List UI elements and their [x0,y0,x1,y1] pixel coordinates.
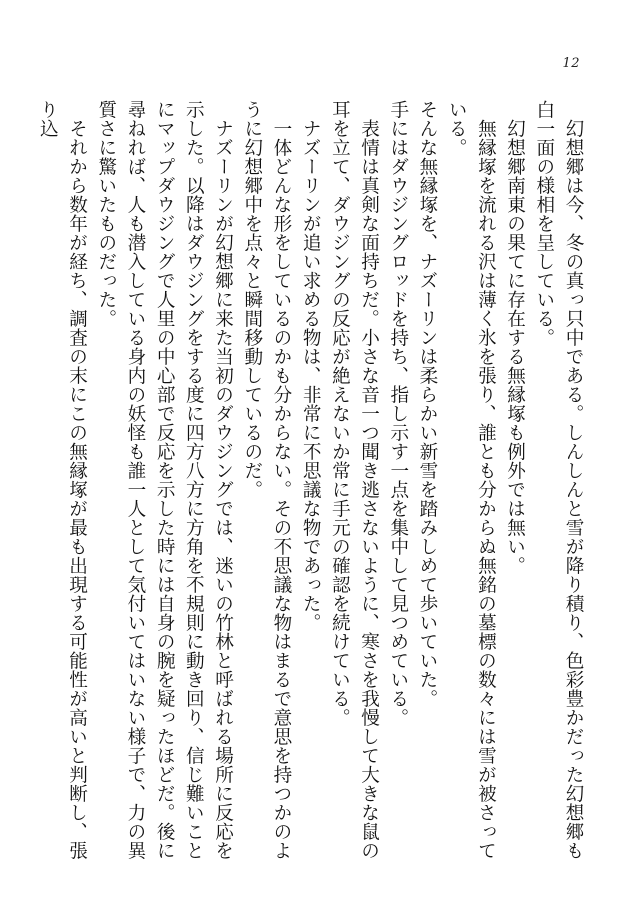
paragraph-7: ナズーリンが追い求める物は、非常に不思議な物であった。 [300,118,322,632]
paragraph-5: 手にはダウジングロッドを持ち、指し示す一点を集中して見つめている。 [387,100,409,727]
paragraph-6: 表情は真剣な面持ちだ。小さな音一つ聞き逃さないように、寒さを我慢して大きな鼠の耳を立て、ダウジングの反応が絶えないか常に手元の確認を続けている。 [329,100,380,860]
paragraph-1: 幻想郷は今、冬の真っ只中である。しんしんと雪が降り積り、色彩豊かだった幻想郷も白一面の様相を呈している。 [533,100,584,860]
paragraph-2: 幻想郷南東の果てに存在する無縁塚も例外では無い。 [504,118,526,575]
paragraph-10: それから数年が経ち、調査の末にこの無縁塚が最も出現する可能性が高いと判断し、張り込 [37,100,88,860]
vertical-text-block [28,100,588,860]
paragraph-3: 無縁塚を流れる沢は薄く氷を張り、誰とも分からぬ無銘の墓標の数々には雪が被さっている。 [446,100,497,860]
page-number: 12 [562,56,580,71]
paragraph-8: 一体どんな形をしているのかも分からない。その不思議な物はまるで意思を持つかのように幻想郷中を点々と瞬間移動しているのだ。 [241,100,292,860]
paragraph-4: そんな無縁塚を、ナズーリンは柔らかい新雪を踏みしめて歩いていた。 [416,100,438,708]
paragraph-9: ナズーリンが幻想郷に来た当初のダウジングでは、迷いの竹林と呼ばれる場所に反応を示した。以降はダウジングをする度に四方八方に方角を不規則に動き回り、信じ難いことにマップダウジングで人里の中心部で反応を示した時には自身の腕を疑ったほどだ。後に尋ねれば、人も潜入している身内の妖怪も誰一人として気付いてはいない様子で、力の異質さに驚いたものだった。 [95,100,234,860]
